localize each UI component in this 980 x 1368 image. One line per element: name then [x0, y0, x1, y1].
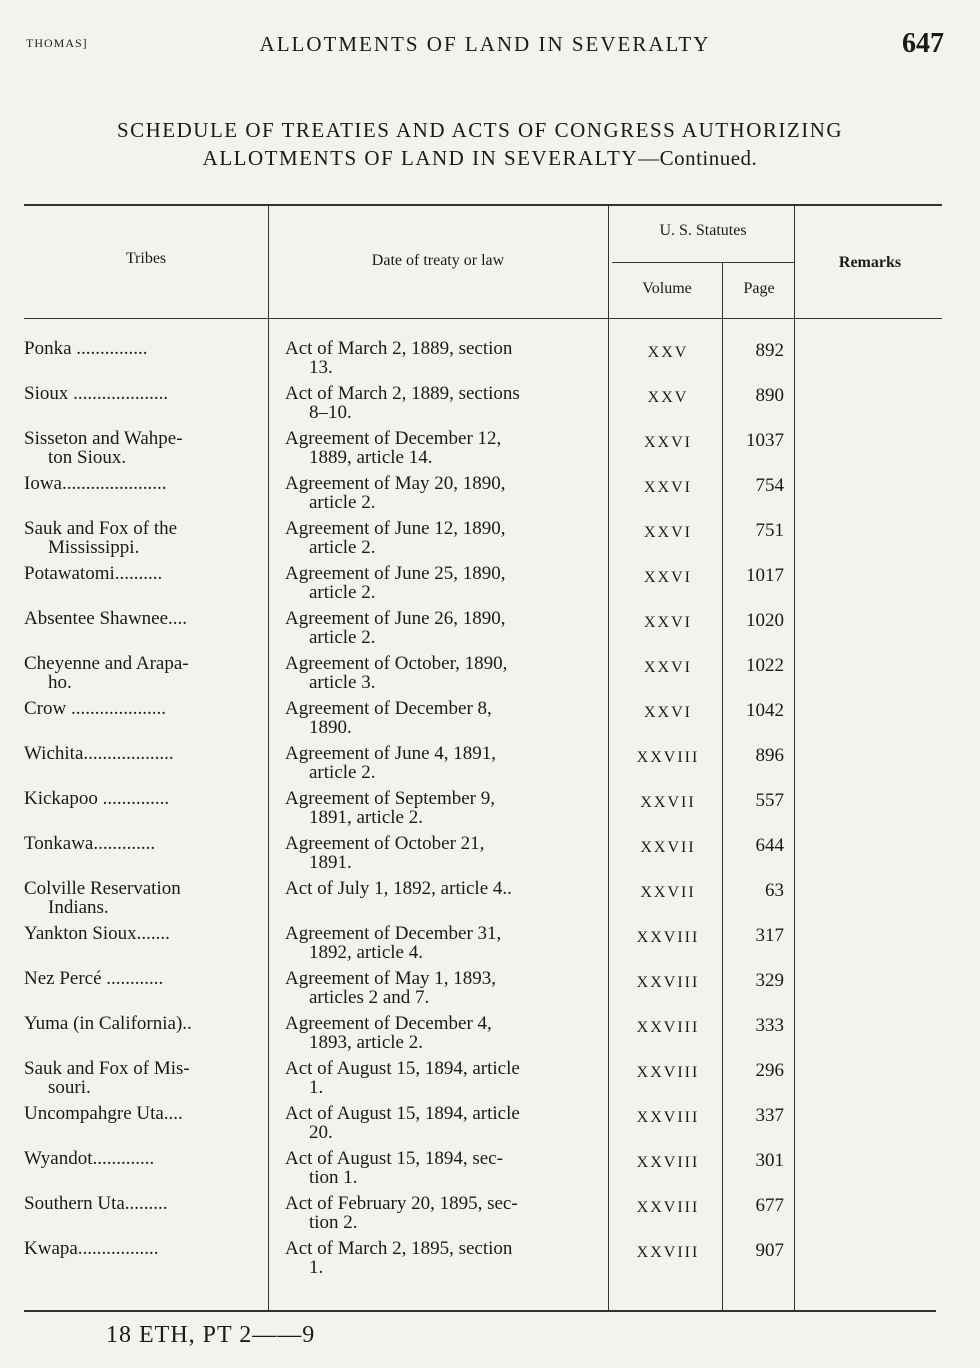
tribe-cell [24, 518, 264, 556]
table-row [24, 338, 824, 383]
volume-cell: XXVIII [636, 1064, 700, 1081]
table-row [24, 1058, 824, 1103]
page-cell: 754 [755, 475, 784, 496]
table-row [24, 878, 824, 923]
tribe-cell [24, 788, 264, 809]
header-page: Page [743, 280, 775, 297]
table-row [24, 1238, 824, 1283]
date-text-cont: 1891, article 2. [309, 807, 423, 828]
date-cell [285, 1103, 597, 1141]
tribe-cell [24, 608, 264, 629]
date-text: Agreement of October, 1890, [285, 653, 508, 674]
tribe-cell [24, 1103, 264, 1124]
page-cell: 1042 [746, 700, 784, 721]
signature-mark: 18 ETH, PT 2——9 [106, 1322, 316, 1348]
date-text: Agreement of December 8, [285, 698, 492, 719]
page-cell: 907 [755, 1240, 784, 1261]
volume-cell: XXV [647, 344, 689, 361]
date-cell [285, 1193, 597, 1231]
date-cell [285, 563, 597, 601]
table-row [24, 1193, 824, 1238]
tribe-cell [24, 338, 264, 359]
date-text-cont: tion 1. [309, 1167, 358, 1188]
volume-cell: XXV [647, 389, 689, 406]
tribe-name: Sioux .................... [24, 383, 169, 404]
date-cell [285, 743, 597, 781]
volume-cell: XXVI [644, 434, 692, 451]
date-text: Agreement of June 4, 1891, [285, 743, 497, 764]
date-text-cont: 1. [309, 1257, 324, 1278]
table-header-rule [24, 318, 942, 319]
table-row [24, 518, 824, 563]
tribe-name: Uncompahgre Uta.... [24, 1103, 183, 1124]
tribe-name: Southern Uta......... [24, 1193, 168, 1214]
tribe-cell [24, 968, 264, 989]
table-row [24, 788, 824, 833]
table-row [24, 608, 824, 653]
table-bottom-rule [24, 1310, 936, 1312]
date-text: Agreement of May 20, 1890, [285, 473, 506, 494]
tribe-name-cont: Indians. [48, 897, 109, 918]
table-row [24, 743, 824, 788]
tribe-cell [24, 743, 264, 764]
author-tag: THOMAS] [26, 36, 88, 50]
date-cell [285, 788, 597, 826]
date-cell [285, 653, 597, 691]
tribe-name-cont: ho. [48, 672, 72, 693]
date-text: Agreement of June 12, 1890, [285, 518, 506, 539]
page-cell: 329 [755, 970, 784, 991]
tribe-name: Ponka ............... [24, 338, 148, 359]
date-cell [285, 428, 597, 466]
date-text-cont: tion 2. [309, 1212, 358, 1233]
date-text-cont: 1890. [309, 717, 352, 738]
date-text: Agreement of December 4, [285, 1013, 492, 1034]
tribe-cell [24, 653, 264, 691]
date-text: Act of March 2, 1889, section [285, 338, 513, 359]
page-cell: 63 [765, 880, 784, 901]
volume-cell: XXVIII [636, 1109, 700, 1126]
date-text-cont: 1892, article 4. [309, 942, 423, 963]
date-text-cont: 1893, article 2. [309, 1032, 423, 1053]
tribe-name: Kwapa................. [24, 1238, 159, 1259]
date-text: Act of March 2, 1895, section [285, 1238, 513, 1259]
tribe-name: Cheyenne and Arapa- [24, 653, 189, 674]
date-cell [285, 608, 597, 646]
tribe-cell [24, 563, 264, 584]
volume-cell: XXVII [640, 794, 696, 811]
title-line-1: SCHEDULE OF TREATIES AND ACTS OF CONGRESS AUTHORIZING [116, 118, 844, 142]
tribe-cell [24, 1238, 264, 1259]
table-row [24, 1103, 824, 1148]
title-continued: —Continued. [638, 146, 758, 170]
page-cell: 301 [755, 1150, 784, 1171]
tribe-name: Crow .................... [24, 698, 166, 719]
volume-cell: XXVIII [636, 929, 700, 946]
date-text-cont: 1. [309, 1077, 324, 1098]
date-text: Act of August 15, 1894, article [285, 1058, 520, 1079]
date-text: Act of February 20, 1895, sec- [285, 1193, 518, 1214]
volume-cell: XXVI [644, 479, 692, 496]
volume-cell: XXVI [644, 524, 692, 541]
table-row [24, 833, 824, 878]
date-cell [285, 833, 597, 871]
table-row [24, 968, 824, 1013]
tribe-name: Colville Reservation [24, 878, 181, 899]
date-text: Agreement of October 21, [285, 833, 485, 854]
table-row [24, 1148, 824, 1193]
tribe-cell [24, 1013, 264, 1034]
date-cell [285, 518, 597, 556]
tribe-name: Sauk and Fox of Mis- [24, 1058, 190, 1079]
table-title [40, 116, 920, 172]
date-text: Act of August 15, 1894, article [285, 1103, 520, 1124]
page-cell: 751 [755, 520, 784, 541]
date-cell [285, 1013, 597, 1051]
volume-cell: XXVI [644, 704, 692, 721]
date-cell [285, 923, 597, 961]
volume-cell: XXVIII [636, 974, 700, 991]
table-row [24, 428, 824, 473]
header-volume: Volume [642, 280, 692, 297]
table-row [24, 923, 824, 968]
page-cell: 1020 [746, 610, 784, 631]
date-text-cont: article 3. [309, 672, 376, 693]
tribe-cell [24, 1193, 264, 1214]
page-cell: 890 [755, 385, 784, 406]
tribe-name: Iowa...................... [24, 473, 167, 494]
volume-cell: XXVI [644, 569, 692, 586]
statutes-rule [612, 262, 794, 263]
date-text: Act of August 15, 1894, sec- [285, 1148, 503, 1169]
date-text-cont: 13. [309, 357, 333, 378]
date-text: Agreement of June 26, 1890, [285, 608, 506, 629]
page-cell: 296 [755, 1060, 784, 1081]
volume-cell: XXVI [644, 659, 692, 676]
title-line-2-text: ALLOTMENTS OF LAND IN SEVERALTY [202, 146, 639, 170]
volume-cell: XXVIII [636, 749, 700, 766]
header-tribes: Tribes [125, 250, 167, 267]
date-text: Agreement of September 9, [285, 788, 495, 809]
date-text-cont: article 2. [309, 762, 376, 783]
table-row [24, 653, 824, 698]
running-title: ALLOTMENTS OF LAND IN SEVERALTY [259, 32, 711, 56]
tribe-cell [24, 383, 264, 404]
date-text: Agreement of December 31, [285, 923, 502, 944]
date-text: Agreement of December 12, [285, 428, 502, 449]
tribe-name: Wichita................... [24, 743, 174, 764]
page-cell: 1017 [746, 565, 784, 586]
tribe-name: Wyandot............. [24, 1148, 155, 1169]
table-top-rule [24, 204, 942, 206]
header-statutes: U. S. Statutes [659, 222, 747, 239]
table-row [24, 1013, 824, 1058]
volume-cell: XXVIII [636, 1244, 700, 1261]
tribe-cell [24, 833, 264, 854]
volume-cell: XXVIII [636, 1154, 700, 1171]
volume-cell: XXVIII [636, 1019, 700, 1036]
tribe-name: Absentee Shawnee.... [24, 608, 188, 629]
tribe-name: Kickapoo .............. [24, 788, 170, 809]
date-text: Act of July 1, 1892, article 4.. [285, 878, 512, 899]
tribe-name: Sauk and Fox of the [24, 518, 178, 539]
tribe-name-cont: Mississippi. [48, 537, 140, 558]
page-cell: 333 [755, 1015, 784, 1036]
tribe-name: Sisseton and Wahpe- [24, 428, 183, 449]
date-cell [285, 338, 597, 376]
page-cell: 644 [755, 835, 784, 856]
page-cell: 1037 [746, 430, 784, 451]
table-row [24, 383, 824, 428]
date-text-cont: 20. [309, 1122, 333, 1143]
page-number: 647 [902, 28, 944, 59]
volume-cell: XXVII [640, 884, 696, 901]
page-cell: 317 [755, 925, 784, 946]
date-text-cont: 1889, article 14. [309, 447, 433, 468]
tribe-cell [24, 1058, 264, 1096]
running-head [26, 30, 944, 60]
tribe-cell [24, 1148, 264, 1169]
table-row [24, 698, 824, 743]
page-cell: 337 [755, 1105, 784, 1126]
page-cell: 896 [755, 745, 784, 766]
date-cell [285, 1238, 597, 1276]
volume-cell: XXVIII [636, 1199, 700, 1216]
tribe-cell [24, 878, 264, 916]
date-text: Agreement of May 1, 1893, [285, 968, 497, 989]
tribe-name: Yuma (in California).. [24, 1013, 192, 1034]
date-text: Agreement of June 25, 1890, [285, 563, 506, 584]
tribe-cell [24, 923, 264, 944]
header-date: Date of treaty or law [371, 252, 505, 269]
volume-cell: XXVII [640, 839, 696, 856]
tribe-name: Tonkawa............. [24, 833, 156, 854]
date-text-cont: article 2. [309, 492, 376, 513]
page-cell: 557 [755, 790, 784, 811]
tribe-cell [24, 428, 264, 466]
tribe-name: Nez Percé ............ [24, 968, 164, 989]
tribe-name: Potawatomi.......... [24, 563, 163, 584]
date-cell [285, 383, 597, 421]
page-cell: 677 [755, 1195, 784, 1216]
table-row [24, 563, 824, 608]
table-body [24, 338, 824, 1283]
table-row [24, 473, 824, 518]
date-cell [285, 1058, 597, 1096]
date-text-cont: article 2. [309, 627, 376, 648]
date-text-cont: 1891. [309, 852, 352, 873]
tribe-name: Yankton Sioux....... [24, 923, 170, 944]
date-cell [285, 1148, 597, 1186]
page-cell: 1022 [746, 655, 784, 676]
volume-cell: XXVI [644, 614, 692, 631]
date-cell [285, 698, 597, 736]
tribe-name-cont: ton Sioux. [48, 447, 127, 468]
date-text-cont: 8–10. [309, 402, 352, 423]
date-text-cont: articles 2 and 7. [309, 987, 430, 1008]
title-line-2 [40, 144, 920, 172]
date-cell [285, 878, 597, 899]
tribe-cell [24, 473, 264, 494]
date-cell [285, 473, 597, 511]
tribe-name-cont: souri. [48, 1077, 91, 1098]
date-text-cont: article 2. [309, 537, 376, 558]
tribe-cell [24, 698, 264, 719]
date-cell [285, 968, 597, 1006]
page-cell: 892 [755, 340, 784, 361]
date-text-cont: article 2. [309, 582, 376, 603]
header-remarks: Remarks [838, 254, 902, 271]
date-text: Act of March 2, 1889, sections [285, 383, 520, 404]
